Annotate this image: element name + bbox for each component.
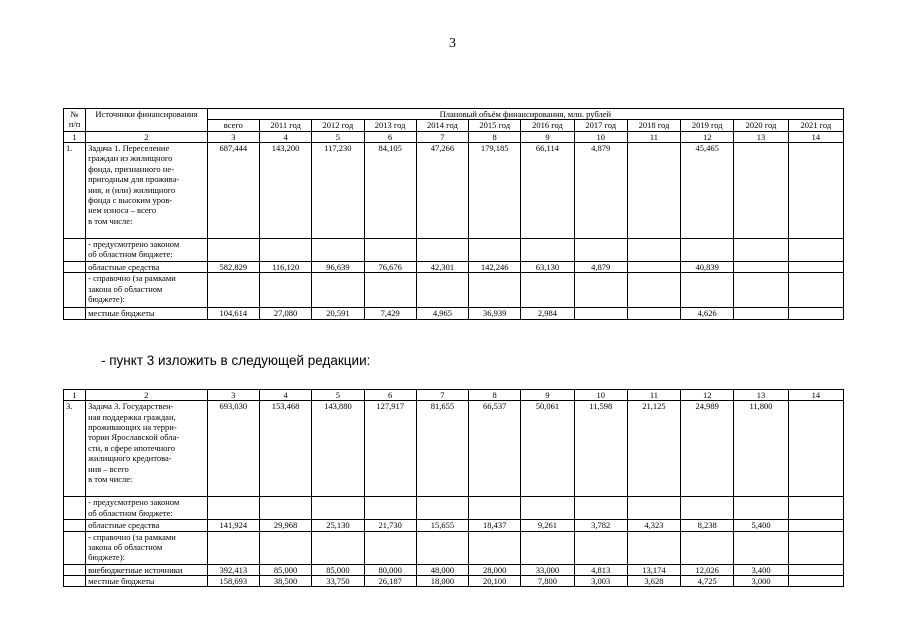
value-cell	[416, 531, 468, 564]
value-cell	[788, 497, 843, 520]
value-cell	[734, 273, 788, 308]
value-cell: 153,468	[259, 401, 311, 497]
value-cell: 9,261	[521, 520, 574, 531]
value-cell	[312, 497, 364, 520]
value-cell	[574, 239, 627, 262]
value-cell: 66,537	[469, 401, 521, 497]
year-header: 2020 год	[734, 120, 788, 131]
value-cell	[207, 239, 259, 262]
financing-table-task-1	[63, 108, 844, 320]
value-cell: 11,800	[734, 401, 788, 497]
value-cell	[259, 239, 311, 262]
value-cell	[681, 273, 734, 308]
row-source: местные бюджеты	[86, 576, 208, 587]
page-number: 3	[449, 36, 456, 51]
value-cell	[259, 531, 311, 564]
value-cell: 127,917	[364, 401, 416, 497]
value-cell	[788, 531, 843, 564]
row-source: - справочно (за рамками закона об областном бюджете):	[86, 273, 208, 308]
value-cell: 28,000	[469, 564, 521, 575]
value-cell	[734, 239, 788, 262]
value-cell	[207, 531, 259, 564]
column-index: 5	[312, 131, 364, 142]
value-cell	[788, 239, 843, 262]
value-cell	[574, 497, 627, 520]
value-cell	[627, 308, 680, 319]
instruction-text: - пункт 3 изложить в следующей редакции:	[101, 353, 371, 368]
value-cell: 104,614	[207, 308, 259, 319]
value-cell: 18,000	[416, 576, 468, 587]
value-cell	[259, 273, 311, 308]
value-cell: 7,429	[364, 308, 416, 319]
column-index: 2	[86, 390, 208, 401]
value-cell: 33,000	[521, 564, 574, 575]
value-cell: 42,301	[416, 262, 468, 273]
column-header-number: № п/п	[64, 109, 86, 132]
row-source: областные средства	[86, 262, 208, 273]
financing-table-task-3	[63, 389, 844, 587]
table-header-row	[64, 109, 844, 120]
value-cell: 582,829	[207, 262, 259, 273]
year-header: 2011 год	[259, 120, 311, 131]
table-row	[64, 273, 844, 308]
value-cell: 4,879	[574, 262, 627, 273]
value-cell: 8,238	[681, 520, 734, 531]
value-cell: 4,626	[681, 308, 734, 319]
year-header: 2021 год	[788, 120, 843, 131]
row-source: областные средства	[86, 520, 208, 531]
value-cell: 13,174	[627, 564, 680, 575]
row-number	[64, 531, 86, 564]
column-index: 12	[681, 131, 734, 142]
value-cell: 4,725	[681, 576, 734, 587]
column-index: 7	[416, 131, 468, 142]
row-number	[64, 520, 86, 531]
value-cell: 33,750	[312, 576, 364, 587]
value-cell: 80,000	[364, 564, 416, 575]
value-cell: 63,130	[521, 262, 574, 273]
row-source: - предусмотрено законом об областном бюджете:	[86, 239, 208, 262]
value-cell	[364, 531, 416, 564]
column-index: 4	[259, 131, 311, 142]
value-cell	[312, 273, 364, 308]
value-cell: 21,125	[627, 401, 680, 497]
table-row	[64, 531, 844, 564]
table-row	[64, 401, 844, 497]
value-cell: 5,400	[734, 520, 788, 531]
value-cell	[734, 143, 788, 239]
value-cell	[312, 239, 364, 262]
value-cell: 116,120	[259, 262, 311, 273]
value-cell	[734, 531, 788, 564]
row-number: 1.	[64, 143, 86, 239]
year-header: 2014 год	[416, 120, 468, 131]
value-cell	[734, 308, 788, 319]
value-cell	[207, 497, 259, 520]
column-header-source: Источники финансирования	[86, 109, 208, 132]
value-cell: 36,939	[469, 308, 521, 319]
value-cell	[627, 262, 680, 273]
value-cell	[788, 576, 843, 587]
table-row	[64, 564, 844, 575]
column-index: 3	[207, 390, 259, 401]
value-cell	[627, 239, 680, 262]
row-source: Задача 3. Государствен- ная поддержка граждан, проживающих на терри- тории Ярославской обла- сти, в сфере ипотечного жилищного кредитова- ния – всего в том числе:	[86, 401, 208, 497]
value-cell: 392,413	[207, 564, 259, 575]
row-number	[64, 239, 86, 262]
value-cell	[469, 497, 521, 520]
value-cell	[469, 239, 521, 262]
value-cell: 18,437	[469, 520, 521, 531]
value-cell: 4,965	[416, 308, 468, 319]
column-index: 11	[627, 131, 680, 142]
value-cell	[627, 531, 680, 564]
row-number: 3.	[64, 401, 86, 497]
value-cell	[416, 239, 468, 262]
value-cell: 25,130	[312, 520, 364, 531]
year-header: 2013 год	[364, 120, 416, 131]
value-cell: 27,080	[259, 308, 311, 319]
row-source: внебюджетные источники	[86, 564, 208, 575]
row-number	[64, 262, 86, 273]
value-cell: 47,266	[416, 143, 468, 239]
value-cell	[521, 497, 574, 520]
column-index: 8	[469, 131, 521, 142]
value-cell: 15,655	[416, 520, 468, 531]
value-cell: 48,000	[416, 564, 468, 575]
year-header: 2019 год	[681, 120, 734, 131]
value-cell: 3,003	[574, 576, 627, 587]
year-header: 2017 год	[574, 120, 627, 131]
value-cell: 26,187	[364, 576, 416, 587]
row-number	[64, 497, 86, 520]
value-cell	[681, 239, 734, 262]
table-row	[64, 520, 844, 531]
value-cell: 3,628	[627, 576, 680, 587]
value-cell: 76,676	[364, 262, 416, 273]
value-cell: 4,813	[574, 564, 627, 575]
value-cell	[681, 531, 734, 564]
year-header: 2015 год	[469, 120, 521, 131]
value-cell: 12,026	[681, 564, 734, 575]
row-number	[64, 308, 86, 319]
value-cell	[734, 497, 788, 520]
row-number	[64, 576, 86, 587]
value-cell: 84,105	[364, 143, 416, 239]
row-number	[64, 564, 86, 575]
value-cell	[521, 273, 574, 308]
value-cell: 21,730	[364, 520, 416, 531]
value-cell: 142,246	[469, 262, 521, 273]
column-index: 9	[521, 390, 574, 401]
value-cell	[469, 531, 521, 564]
value-cell: 38,500	[259, 576, 311, 587]
value-cell	[259, 497, 311, 520]
value-cell: 11,598	[574, 401, 627, 497]
value-cell: 2,984	[521, 308, 574, 319]
value-cell	[416, 273, 468, 308]
value-cell	[207, 273, 259, 308]
value-cell	[364, 273, 416, 308]
column-index: 9	[521, 131, 574, 142]
value-cell	[416, 497, 468, 520]
column-index: 12	[681, 390, 734, 401]
value-cell	[788, 273, 843, 308]
value-cell: 687,444	[207, 143, 259, 239]
year-header: 2018 год	[627, 120, 680, 131]
column-index: 7	[416, 390, 468, 401]
table-row	[64, 143, 844, 239]
column-index: 1	[64, 390, 86, 401]
value-cell: 50,061	[521, 401, 574, 497]
value-cell	[364, 497, 416, 520]
value-cell	[364, 239, 416, 262]
value-cell	[788, 262, 843, 273]
value-cell	[521, 239, 574, 262]
value-cell	[788, 401, 843, 497]
column-index: 3	[207, 131, 259, 142]
value-cell: 117,230	[312, 143, 364, 239]
value-cell: 20,591	[312, 308, 364, 319]
value-cell	[734, 262, 788, 273]
value-cell: 143,880	[312, 401, 364, 497]
value-cell: 4,323	[627, 520, 680, 531]
column-index: 10	[574, 390, 627, 401]
table-row	[64, 576, 844, 587]
column-index: 5	[312, 390, 364, 401]
value-cell	[574, 273, 627, 308]
table-row	[64, 497, 844, 520]
column-index: 13	[734, 390, 788, 401]
value-cell	[312, 531, 364, 564]
table-row	[64, 262, 844, 273]
column-index: 8	[469, 390, 521, 401]
value-cell: 143,200	[259, 143, 311, 239]
value-cell: 141,924	[207, 520, 259, 531]
value-cell: 29,968	[259, 520, 311, 531]
value-cell: 20,100	[469, 576, 521, 587]
value-cell	[574, 531, 627, 564]
value-cell	[521, 531, 574, 564]
value-cell: 693,030	[207, 401, 259, 497]
table-row	[64, 239, 844, 262]
value-cell: 45,465	[681, 143, 734, 239]
column-index: 14	[788, 390, 843, 401]
value-cell	[627, 143, 680, 239]
column-index: 13	[734, 131, 788, 142]
row-number	[64, 273, 86, 308]
value-cell: 158,693	[207, 576, 259, 587]
value-cell: 96,639	[312, 262, 364, 273]
value-cell: 4,879	[574, 143, 627, 239]
value-cell	[627, 273, 680, 308]
value-cell	[574, 308, 627, 319]
value-cell: 3,782	[574, 520, 627, 531]
column-index: 10	[574, 131, 627, 142]
value-cell: 85,000	[312, 564, 364, 575]
column-index-row	[64, 131, 844, 142]
value-cell	[627, 497, 680, 520]
row-source: местные бюджеты	[86, 308, 208, 319]
value-cell	[788, 143, 843, 239]
value-cell	[681, 497, 734, 520]
value-cell: 40,839	[681, 262, 734, 273]
value-cell: 66,114	[521, 143, 574, 239]
value-cell: 85,000	[259, 564, 311, 575]
value-cell: 3,000	[734, 576, 788, 587]
value-cell	[469, 273, 521, 308]
column-index: 6	[364, 390, 416, 401]
value-cell: 81,655	[416, 401, 468, 497]
value-cell	[788, 520, 843, 531]
column-index: 4	[259, 390, 311, 401]
row-source: - справочно (за рамками закона об областном бюджете):	[86, 531, 208, 564]
row-source: - предусмотрено законом об областном бюджете:	[86, 497, 208, 520]
column-index: 14	[788, 131, 843, 142]
year-header: 2016 год	[521, 120, 574, 131]
row-source: Задача 1. Переселение граждан из жилищного фонда, признанного не- пригодным для прожива- ния, и (или) жилищного фонда с высоким уров- нем износа – всего в том числе:	[86, 143, 208, 239]
column-header-planned-volume: Плановый объём финансирования, млн. рублей	[207, 109, 843, 120]
value-cell: 7,800	[521, 576, 574, 587]
table-row	[64, 308, 844, 319]
column-index-row	[64, 390, 844, 401]
column-index: 1	[64, 131, 86, 142]
year-header: 2012 год	[312, 120, 364, 131]
value-cell	[788, 308, 843, 319]
value-cell: 179,185	[469, 143, 521, 239]
value-cell: 24,989	[681, 401, 734, 497]
value-cell: 3,400	[734, 564, 788, 575]
year-header: всего	[207, 120, 259, 131]
column-index: 11	[627, 390, 680, 401]
column-index: 6	[364, 131, 416, 142]
value-cell	[788, 564, 843, 575]
column-index: 2	[86, 131, 208, 142]
